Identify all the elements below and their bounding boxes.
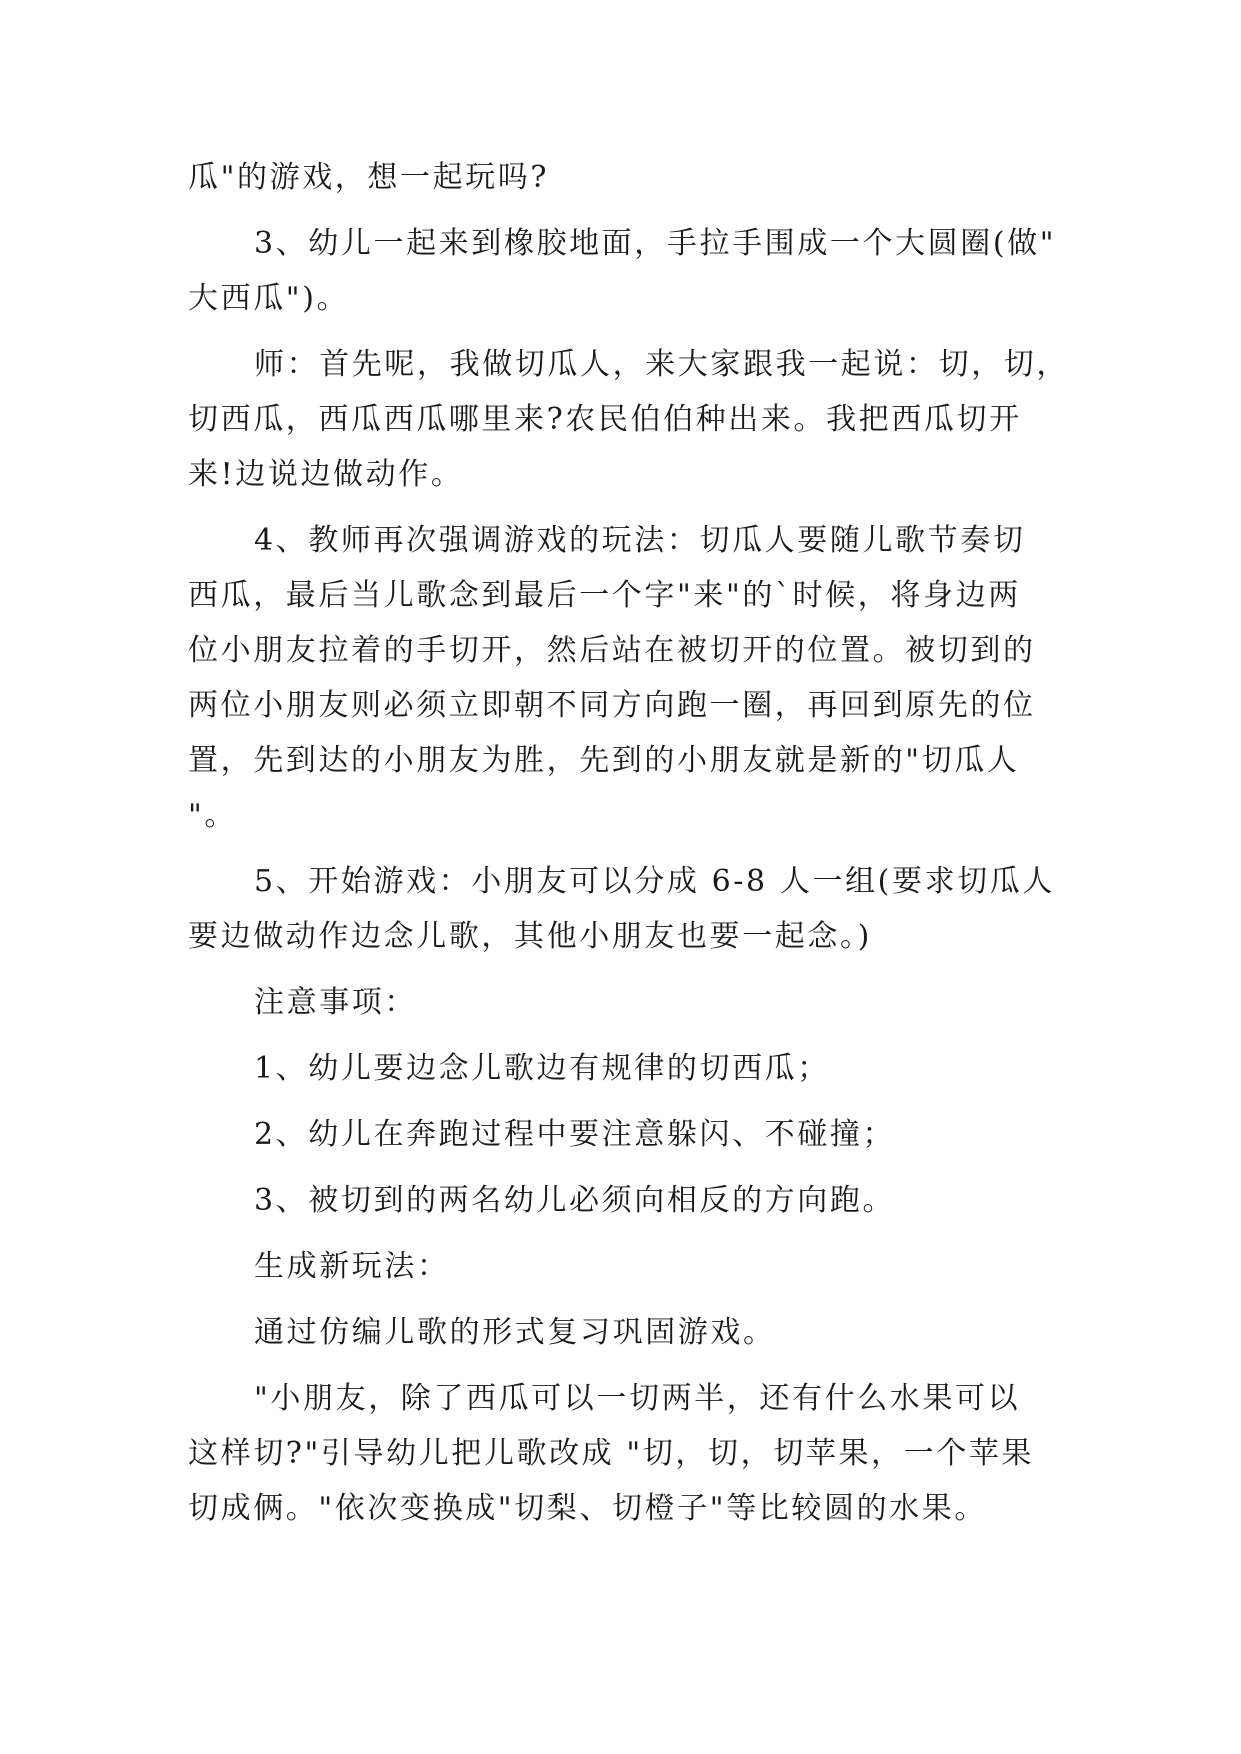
paragraph-spacer bbox=[188, 843, 1050, 854]
text-line: 3、被切到的两名幼儿必须向相反的方向跑。 bbox=[254, 1183, 896, 1218]
paragraph-spacer bbox=[188, 1228, 1050, 1239]
text-line: 西瓜，最后当儿歌念到最后一个字"来"的`时候，将身边两 bbox=[188, 578, 1021, 613]
paragraph bbox=[188, 1173, 1050, 1228]
text-line: 5、开始游戏：小朋友可以分成 6-8 人一组(要求切瓜人 bbox=[254, 864, 1055, 899]
paragraph-spacer bbox=[188, 1294, 1050, 1305]
text-line: 来!边说边做动作。 bbox=[188, 457, 464, 492]
text-line: 师：首先呢，我做切瓜人，来大家跟我一起说：切，切， bbox=[254, 347, 1069, 382]
paragraph bbox=[188, 1305, 1050, 1360]
text-line: "。 bbox=[188, 798, 237, 833]
paragraph-spacer bbox=[188, 1360, 1050, 1371]
text-line: 切成俩。"依次变换成"切梨、切橙子"等比较圆的水果。 bbox=[188, 1491, 987, 1526]
text-line: 注意事项： bbox=[254, 985, 417, 1020]
paragraph bbox=[188, 1041, 1050, 1096]
paragraph-spacer bbox=[188, 1030, 1050, 1041]
paragraph-spacer bbox=[188, 502, 1050, 513]
text-line: 大西瓜")。 bbox=[188, 281, 350, 316]
text-line: 瓜"的游戏，想一起玩吗? bbox=[188, 160, 550, 195]
paragraph bbox=[188, 1239, 1050, 1294]
text-line: "小朋友，除了西瓜可以一切两半，还有什么水果可以 bbox=[254, 1381, 1021, 1416]
paragraph bbox=[188, 854, 1055, 964]
text-line: 置，先到达的小朋友为胜，先到的小朋友就是新的"切瓜人 bbox=[188, 743, 1020, 778]
text-line: 3、幼儿一起来到橡胶地面，手拉手围成一个大圆圈(做" bbox=[254, 226, 1057, 261]
paragraph-spacer bbox=[188, 964, 1050, 975]
text-line: 通过仿编儿歌的形式复习巩固游戏。 bbox=[254, 1315, 776, 1350]
text-line: 位小朋友拉着的手切开，然后站在被切开的位置。被切到的 bbox=[188, 633, 1036, 668]
paragraph-spacer bbox=[188, 205, 1050, 216]
paragraph bbox=[188, 216, 1057, 326]
text-line: 4、教师再次强调游戏的玩法：切瓜人要随儿歌节奏切 bbox=[254, 523, 1026, 558]
paragraph bbox=[188, 975, 1050, 1030]
paragraph bbox=[188, 337, 1069, 502]
text-line: 要边做动作边念儿歌，其他小朋友也要一起念。) bbox=[188, 919, 872, 954]
paragraph bbox=[188, 150, 1050, 205]
text-line: 这样切?"引导幼儿把儿歌改成 "切，切，切苹果，一个苹果 bbox=[188, 1436, 1035, 1471]
paragraph bbox=[188, 1107, 1050, 1162]
text-line: 切西瓜，西瓜西瓜哪里来?农民伯伯种出来。我把西瓜切开 bbox=[188, 402, 1022, 437]
paragraph-spacer bbox=[188, 326, 1050, 337]
paragraph bbox=[188, 1371, 1050, 1536]
text-line: 2、幼儿在奔跑过程中要注意躲闪、不碰撞； bbox=[254, 1117, 896, 1152]
text-line: 1、幼儿要边念儿歌边有规律的切西瓜； bbox=[254, 1051, 830, 1086]
text-line: 生成新玩法： bbox=[254, 1249, 450, 1284]
paragraph-spacer bbox=[188, 1162, 1050, 1173]
text-line: 两位小朋友则必须立即朝不同方向跑一圈，再回到原先的位 bbox=[188, 688, 1036, 723]
paragraph bbox=[188, 513, 1050, 843]
paragraph-spacer bbox=[188, 1096, 1050, 1107]
document-body bbox=[188, 150, 1069, 1536]
